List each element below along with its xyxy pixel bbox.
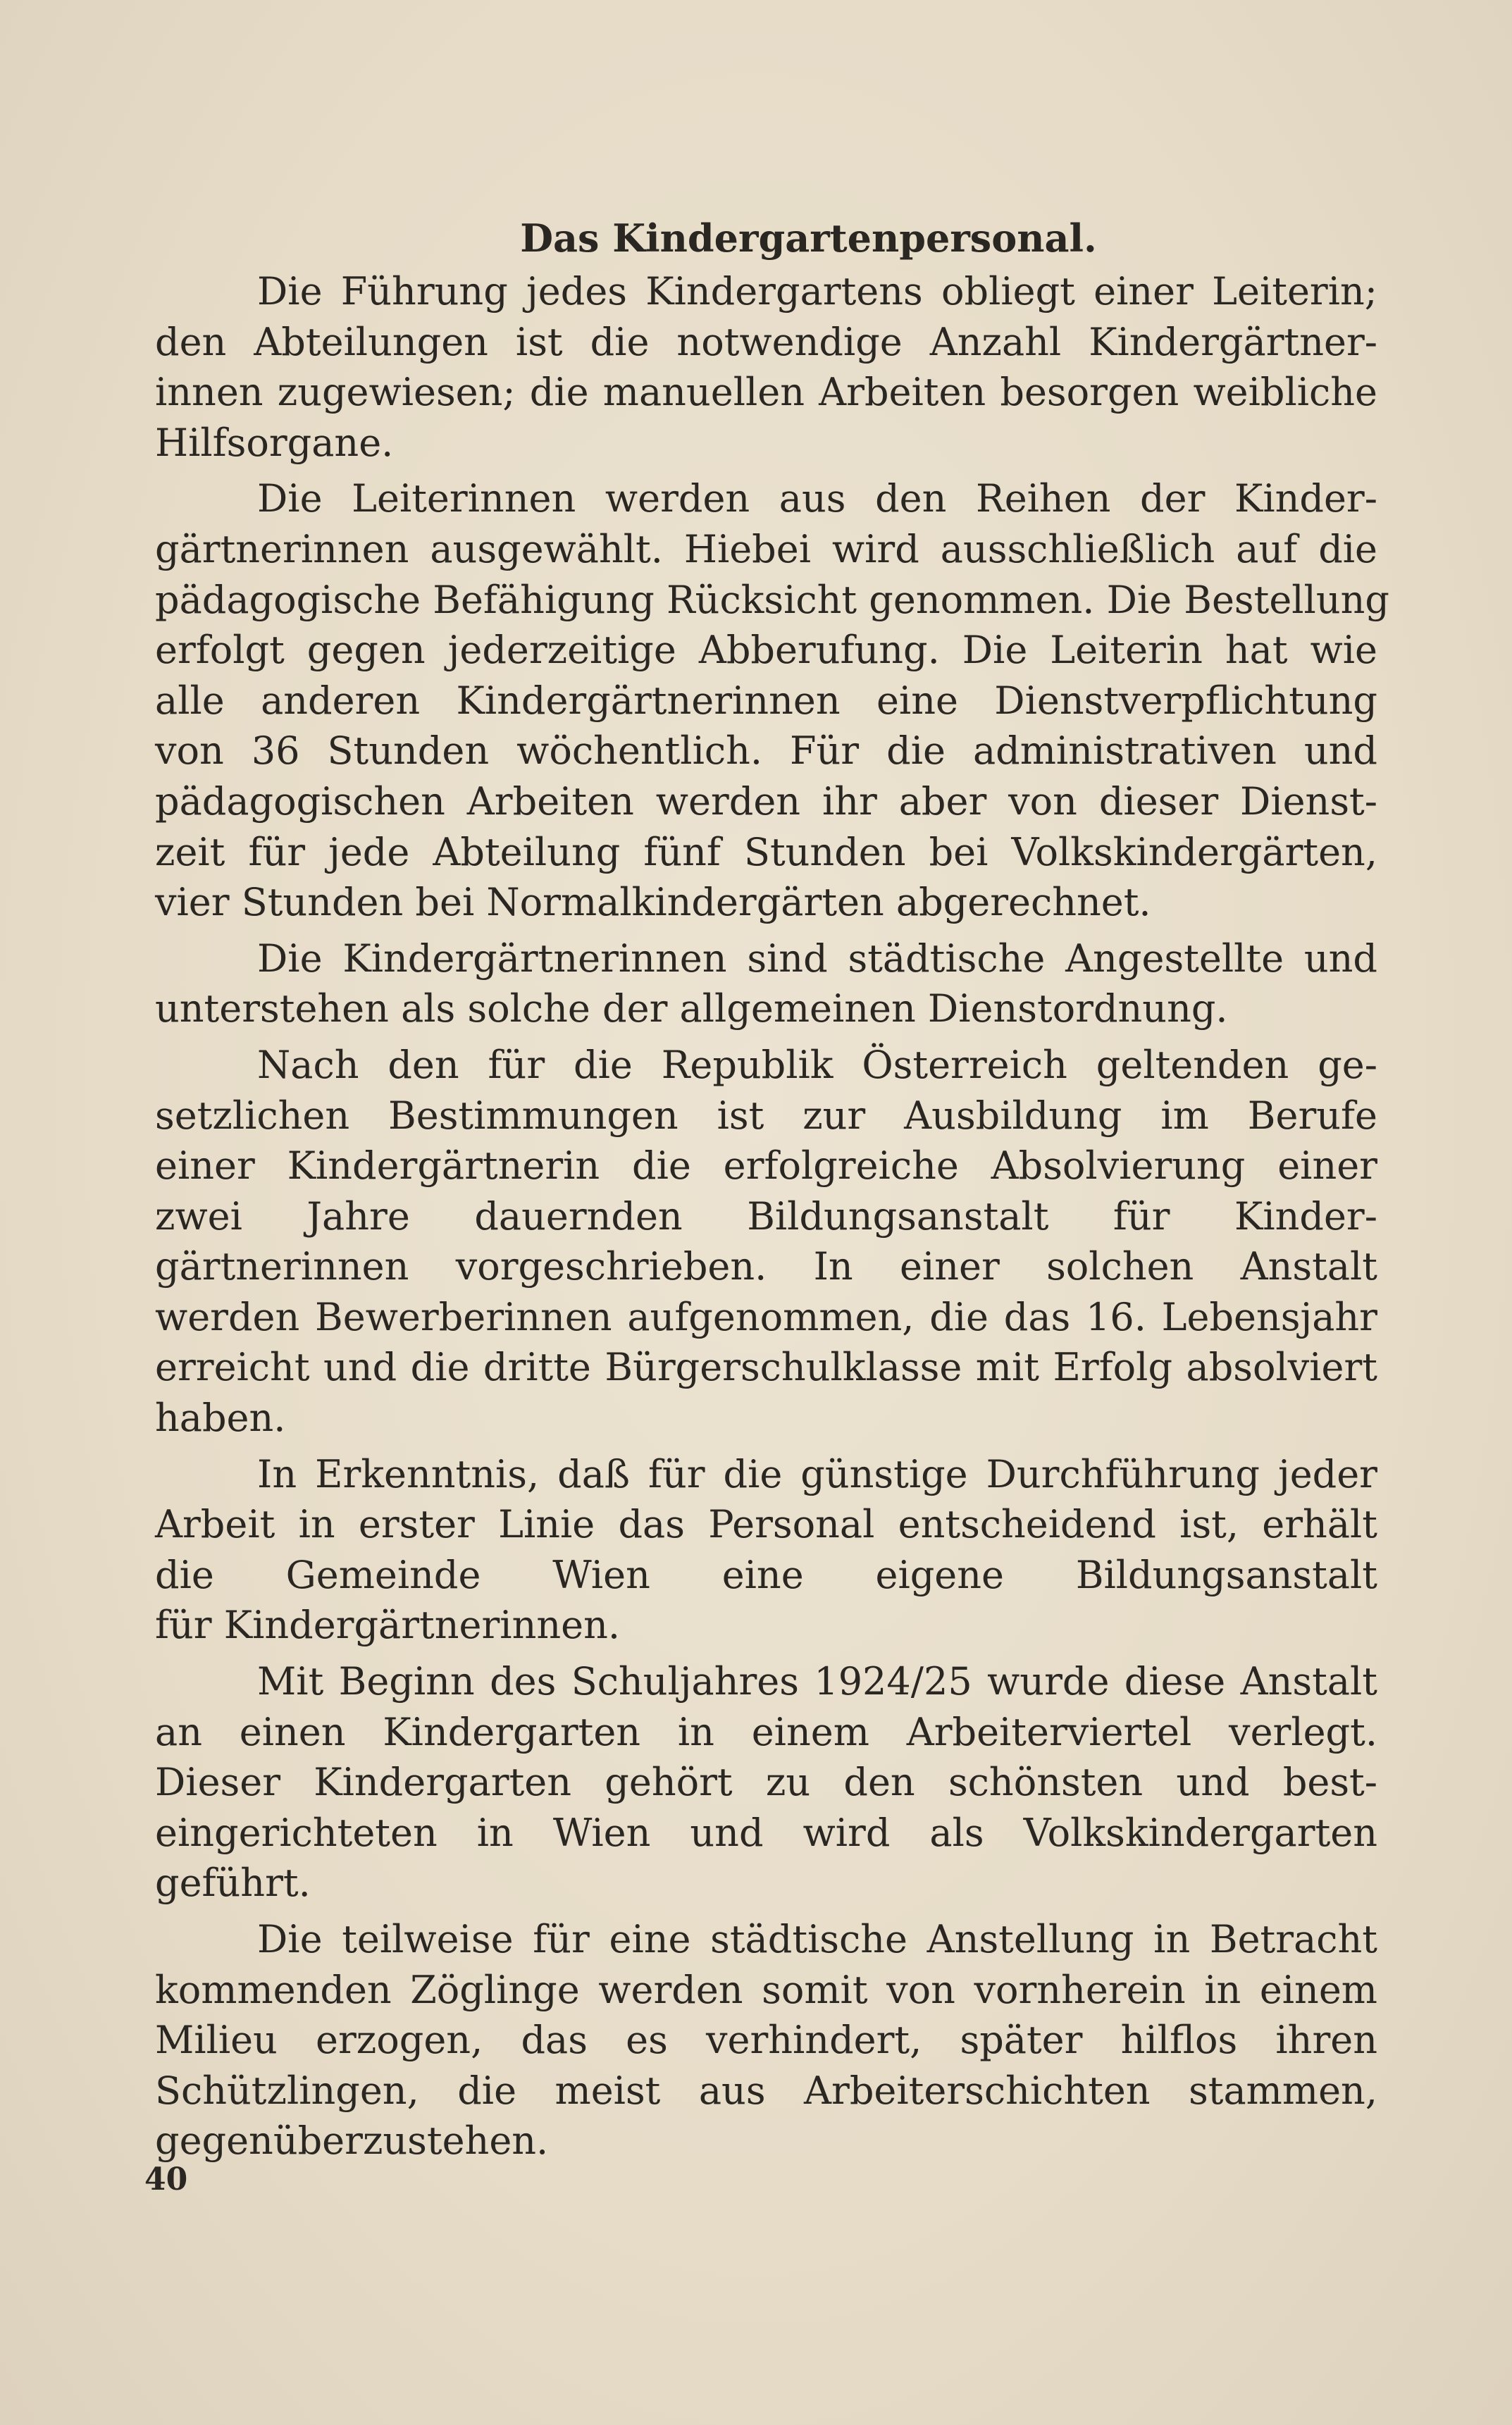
paragraph-1 — [155, 266, 1377, 468]
text-line: eingerichteten in Wien und wird als Volkskindergarten — [155, 1810, 1377, 1855]
text-line: Hilfsorgane. — [155, 420, 394, 465]
text-line: geführt. — [155, 1861, 311, 1906]
text-line: Dieser Kindergarten gehört zu den schönsten und best- — [155, 1760, 1377, 1805]
text-line: zeit für jede Abteilung fünf Stunden bei Volkskindergärten, — [155, 829, 1377, 874]
text-line: Schützlingen, die meist aus Arbeiterschichten stammen, — [155, 2068, 1377, 2113]
section-heading: Das Kindergartenpersonal. — [520, 216, 1097, 261]
paragraph-6 — [155, 1656, 1377, 1909]
text-line: zwei Jahre dauernden Bildungsanstalt für Kinder- — [155, 1193, 1377, 1239]
paragraph-2 — [155, 473, 1389, 927]
text-line: Die Leiterinnen werden aus den Reihen der Kinder- — [257, 476, 1377, 521]
text-line: die Gemeinde Wien eine eigene Bildungsanstalt — [155, 1552, 1377, 1597]
text-line: vier Stunden bei Normalkindergärten abgerechnet. — [155, 880, 1151, 925]
paragraph-4 — [155, 1040, 1377, 1444]
text-line: Die Kindergärtnerinnen sind städtische Angestellte und — [257, 936, 1377, 981]
text-line: In Erkenntnis, daß für die günstige Durchführung jeder — [257, 1451, 1377, 1496]
text-line: pädagogische Befähigung Rücksicht genommen. Die Bestellung — [155, 577, 1389, 622]
text-line: Nach den für die Republik Österreich geltenden ge- — [257, 1042, 1377, 1087]
paragraph-3 — [155, 934, 1377, 1034]
text-line: alle anderen Kindergärtnerinnen eine Dienstverpflichtung — [155, 678, 1377, 723]
text-line: einer Kindergärtnerin die erfolgreiche Absolvierung einer — [155, 1143, 1377, 1189]
text-line: an einen Kindergarten in einem Arbeiterviertel verlegt. — [155, 1709, 1377, 1754]
text-line: für Kindergärtnerinnen. — [155, 1603, 621, 1648]
text-line: gärtnerinnen vorgeschrieben. In einer solchen Anstalt — [155, 1244, 1377, 1289]
text-line: gegenüberzustehen. — [155, 2119, 549, 2164]
text-line: den Abteilungen ist die notwendige Anzahl Kindergärtner- — [155, 319, 1377, 364]
paragraph-7 — [155, 1914, 1377, 2166]
page-number: 40 — [144, 2162, 188, 2197]
text-line: innen zugewiesen; die manuellen Arbeiten besorgen weibliche — [155, 370, 1377, 415]
text-line: haben. — [155, 1396, 286, 1441]
text-line: Mit Beginn des Schuljahres 1924/25 wurde diese Anstalt — [257, 1659, 1377, 1704]
text-line: erreicht und die dritte Bürgerschulklasse mit Erfolg absolviert — [155, 1345, 1377, 1390]
text-line: Milieu erzogen, das es verhindert, später hilflos ihren — [155, 2018, 1377, 2063]
text-line: setzlichen Bestimmungen ist zur Ausbildung im Berufe — [155, 1093, 1377, 1138]
text-line: kommenden Zöglinge werden somit von vornherein in einem — [155, 1967, 1377, 2012]
page-text — [155, 211, 1389, 2172]
text-line: von 36 Stunden wöchentlich. Für die administrativen und — [155, 728, 1377, 774]
text-line: Die teilweise für eine städtische Anstellung in Betracht — [257, 1917, 1377, 1961]
text-line: pädagogischen Arbeiten werden ihr aber von dieser Dienst- — [155, 779, 1377, 824]
text-line: werden Bewerberinnen aufgenommen, die das 16. Lebensjahr — [155, 1294, 1377, 1339]
text-line: Die Führung jedes Kindergartens obliegt einer Leiterin; — [257, 269, 1377, 314]
text-line: Arbeit in erster Linie das Personal entscheidend ist, erhält — [155, 1502, 1377, 1547]
text-line: gärtnerinnen ausgewählt. Hiebei wird ausschließlich auf die — [155, 526, 1377, 571]
text-line: erfolgt gegen jederzeitige Abberufung. Die Leiterin hat wie — [155, 628, 1377, 673]
text-line: unterstehen als solche der allgemeinen Dienstordnung. — [155, 986, 1228, 1031]
paragraph-5 — [155, 1449, 1377, 1651]
